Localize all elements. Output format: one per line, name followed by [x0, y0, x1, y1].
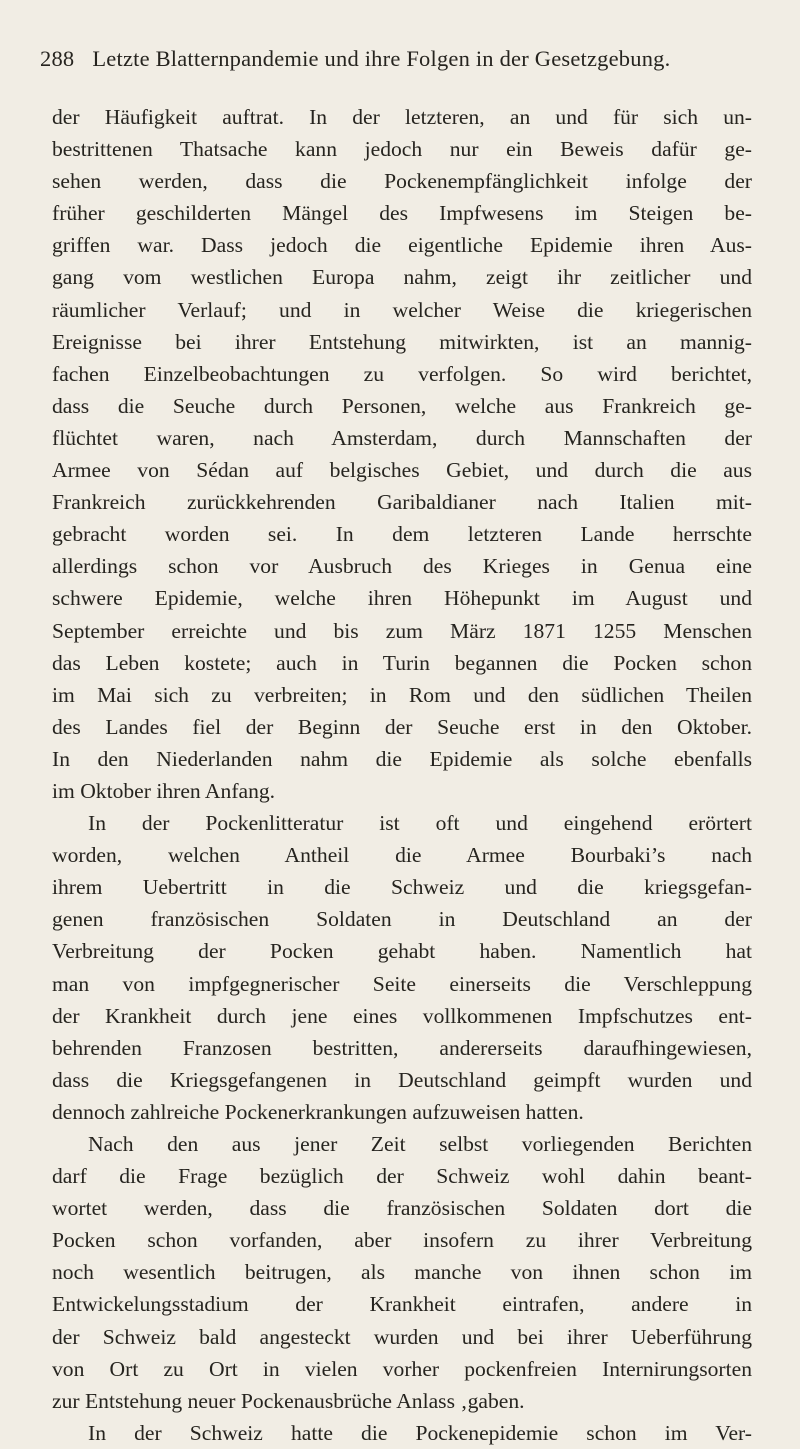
text-line: früher geschilderten Mängel des Impfwesens im Steigen be-: [52, 201, 752, 226]
text-line: gebracht worden sei. In dem letzteren Lande herrschte: [52, 522, 752, 547]
text-line: allerdings schon vor Ausbruch des Krieges in Genua eine: [52, 554, 752, 579]
text-line: gang vom westlichen Europa nahm, zeigt ihr zeitlicher und: [52, 265, 752, 290]
text-line: Ereignisse bei ihrer Entstehung mitwirkten, ist an mannig-: [52, 329, 752, 354]
text-line: Entwickelungsstadium der Krankheit eintrafen, andere in: [52, 1292, 752, 1317]
text-line: worden, welchen Antheil die Armee Bourbaki’s nach: [52, 843, 752, 868]
text-line: des Landes fiel der Beginn der Seuche erst in den Oktober.: [52, 714, 752, 739]
text-line: das Leben kostete; auch in Turin begannen die Pocken schon: [52, 650, 752, 675]
text-line: bestrittenen Thatsache kann jedoch nur ein Beweis dafür ge-: [52, 137, 752, 162]
text-line: sehen werden, dass die Pockenempfänglichkeit infolge der: [52, 169, 752, 194]
page-number: 288: [40, 46, 75, 71]
text-line: Pocken schon vorfanden, aber insofern zu ihrer Verbreitung: [52, 1228, 752, 1253]
text-line: darf die Frage bezüglich der Schweiz wohl dahin beant-: [52, 1164, 752, 1189]
text-line: noch wesentlich beitrugen, als manche von ihnen schon im: [52, 1260, 752, 1285]
text-line: September erreichte und bis zum März 1871 1255 Menschen: [52, 618, 752, 643]
text-line: im Oktober ihren Anfang.: [52, 778, 276, 803]
text-line: von Ort zu Ort in vielen vorher pockenfreien Internirungsorten: [52, 1356, 752, 1381]
text-line: In den Niederlanden nahm die Epidemie als solche ebenfalls: [52, 746, 752, 771]
text-line: genen französischen Soldaten in Deutschland an der: [52, 907, 752, 932]
page-header: [40, 46, 764, 82]
text-line: dass die Seuche durch Personen, welche aus Frankreich ge-: [52, 393, 752, 418]
text-line: dennoch zahlreiche Pockenerkrankungen aufzuweisen hatten.: [52, 1099, 584, 1124]
text-line: griffen war. Dass jedoch die eigentliche Epidemie ihren Aus-: [52, 233, 752, 258]
text-line: Nach den aus jener Zeit selbst vorliegenden Berichten: [88, 1132, 752, 1156]
text-line: In der Schweiz hatte die Pockenepidemie schon im Ver-: [88, 1420, 752, 1445]
text-line: der Krankheit durch jene eines vollkommenen Impfschutzes ent-: [52, 1003, 752, 1028]
text-line: Verbreitung der Pocken gehabt haben. Namentlich hat: [52, 939, 752, 964]
text-line: der Häufigkeit auftrat. In der letzteren, an und für sich un-: [52, 105, 752, 129]
text-line: wortet werden, dass die französischen Soldaten dort die: [52, 1196, 752, 1221]
text-line: behrenden Franzosen bestritten, andererseits daraufhingewiesen,: [52, 1035, 752, 1060]
text-line: dass die Kriegsgefangenen in Deutschland geimpft wurden und: [52, 1067, 752, 1092]
text-line: In der Pockenlitteratur ist oft und eingehend erörtert: [88, 811, 752, 836]
text-line: schwere Epidemie, welche ihren Höhepunkt im August und: [52, 586, 752, 611]
text-line: ihrem Uebertritt in die Schweiz und die kriegsgefan-: [52, 875, 752, 900]
text-line: der Schweiz bald angesteckt wurden und bei ihrer Ueberführung: [52, 1324, 752, 1349]
text-line: im Mai sich zu verbreiten; in Rom und den südlichen Theilen: [52, 682, 752, 707]
text-line: fachen Einzelbeobachtungen zu verfolgen. So wird berichtet,: [52, 361, 752, 386]
text-line: räumlicher Verlauf; und in welcher Weise die kriegerischen: [52, 297, 752, 322]
text-line: Frankreich zurückkehrenden Garibaldianer nach Italien mit-: [52, 490, 752, 515]
text-line: Armee von Sédan auf belgisches Gebiet, und durch die aus: [52, 458, 752, 483]
running-title: Letzte Blatternpandemie und ihre Folgen in der Gesetzgebung.: [92, 46, 671, 71]
text-line: man von impfgegnerischer Seite einerseits die Verschleppung: [52, 971, 752, 996]
text-line: zur Entstehung neuer Pockenausbrüche Anlass ‚gaben.: [52, 1388, 525, 1413]
body-text: [52, 101, 752, 1449]
text-line: flüchtet waren, nach Amsterdam, durch Mannschaften der: [52, 425, 752, 450]
